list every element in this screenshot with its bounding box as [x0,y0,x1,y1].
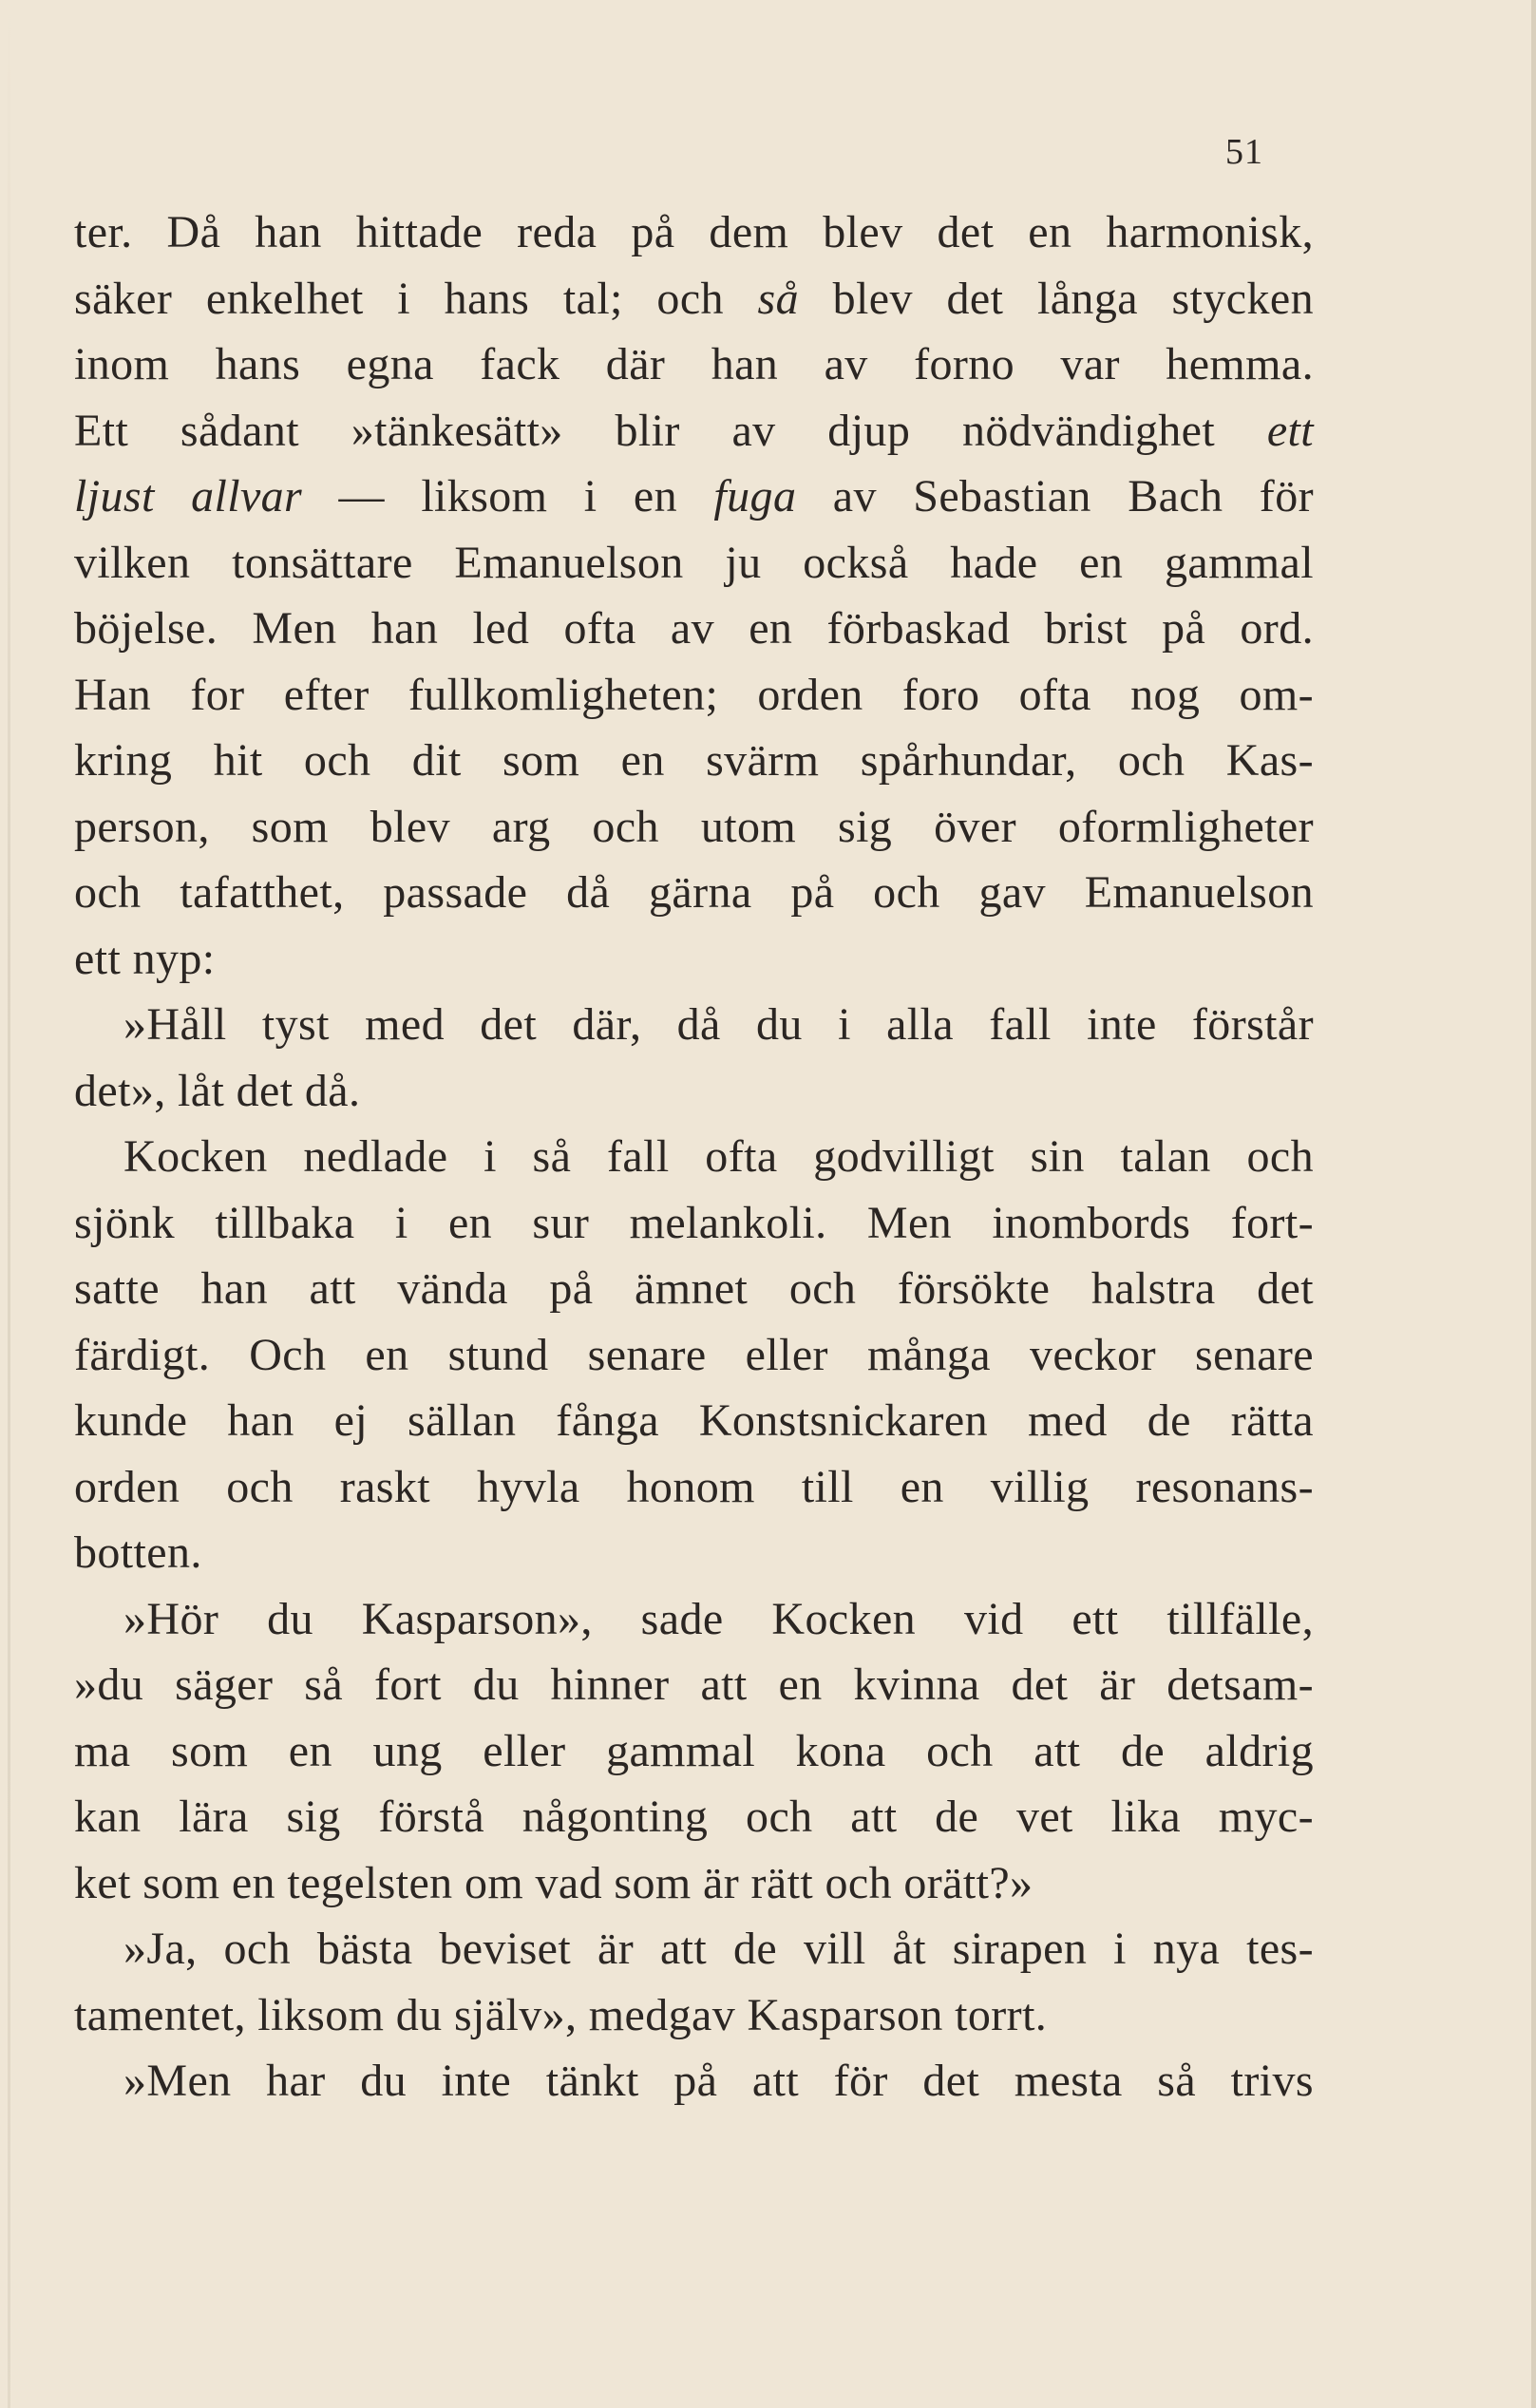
page-number: 51 [1225,132,1263,172]
text-line: kunde han ej sällan fånga Konstsnickaren med de rätta [74,1395,1314,1446]
text-line: säker enkelhet i hans tal; och så blev det långa stycken [74,273,1314,324]
text-line: ma som en ung eller gammal kona och att de aldrig [74,1725,1314,1776]
text-line: kring hit och dit som en svärm spårhundar, och Kas- [74,735,1314,786]
text-line: Han for efter fullkomligheten; orden foro ofta nog om- [74,669,1314,720]
text-line: »Ja, och bästa beviset är att de vill åt sirapen i nya tes- [123,1924,1314,1974]
text-line: Kocken nedlade i så fall ofta godvilligt sin talan och [123,1131,1314,1182]
text-line: »Men har du inte tänkt på att för det mesta så trivs [123,2056,1314,2106]
text-line: satte han att vända på ämnet och försökte halstra det [74,1263,1314,1314]
text-line: orden och raskt hyvla honom till en villig resonans- [74,1461,1314,1512]
text-line: »du säger så fort du hinner att en kvinna det är detsam- [74,1659,1314,1710]
italic-word: fuga [713,471,797,521]
text-line: färdigt. Och en stund senare eller många veckor senare [74,1329,1314,1380]
text-line: ljust allvar — liksom i en fuga av Sebastian Bach för [74,471,1314,521]
text-line: botten. [74,1527,202,1578]
text-line: person, som blev arg och utom sig över oformligheter [74,801,1314,852]
body-text [74,199,1314,2114]
page-edge-right [1531,0,1536,2408]
text-line: »Håll tyst med det där, då du i alla fall inte förstår [123,999,1314,1050]
italic-word: ett [1266,405,1314,456]
text-line: Ett sådant »tänkesätt» blir av djup nödvändighet ett [74,405,1314,456]
italic-word: så [757,273,800,324]
text-line: det», låt det då. [74,1065,361,1116]
italic-phrase: ljust allvar [74,471,303,521]
text-line: sjönk tillbaka i en sur melankoli. Men inombords fort- [74,1197,1314,1248]
text-line: och tafatthet, passade då gärna på och gav Emanuelson [74,867,1314,918]
page-edge-left [8,0,10,2408]
text-line: kan lära sig förstå någonting och att de vet lika myc- [74,1792,1314,1842]
text-line: tamentet, liksom du själv», medgav Kasparson torrt. [74,1989,1048,2040]
text-line: vilken tonsättare Emanuelson ju också hade en gammal [74,537,1314,588]
text-line: ter. Då han hittade reda på dem blev det en harmonisk, [74,207,1314,257]
text-line: ket som en tegelsten om vad som är rätt och orätt?» [74,1857,1033,1908]
text-line: inom hans egna fack där han av forno var hemma. [74,339,1314,389]
text-line: »Hör du Kasparson», sade Kocken vid ett tillfälle, [123,1593,1314,1644]
text-line: böjelse. Men han led ofta av en förbaskad brist på ord. [74,603,1314,654]
text-line: ett nyp: [74,933,216,984]
